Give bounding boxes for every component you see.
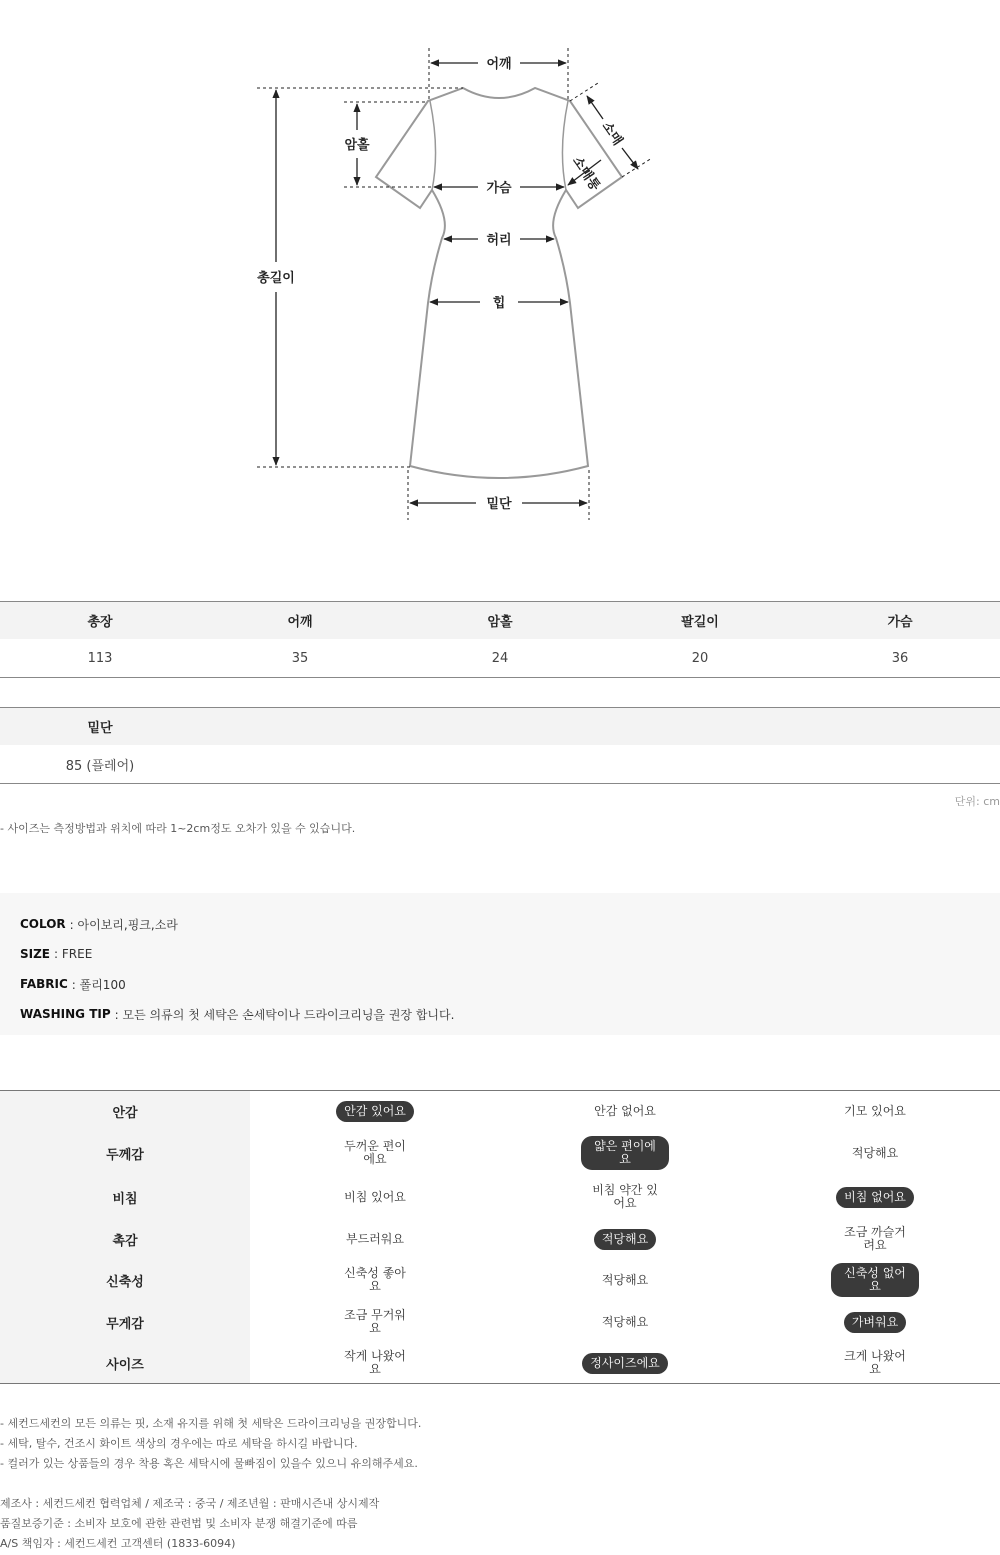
size-table-values [0, 639, 1000, 677]
fit-row-size [0, 1343, 1000, 1383]
fit-option-lining-yes: 안감 있어요 [336, 1101, 414, 1122]
fit-option-sheer-slight: 비침 약간 있어요 [592, 1183, 658, 1210]
maker-info-line-2: 품질보증기준 : 소비자 보호에 관한 관련법 및 소비자 분쟁 해결기준에 따름 [0, 1517, 358, 1530]
size-value-chest: 36 [891, 650, 909, 666]
label-total-length: 총길이 [257, 271, 295, 286]
fit-label-weight: 무게감 [0, 1301, 250, 1343]
info-color-value: : 아이보리,핑크,소라 [69, 917, 178, 932]
fit-row-weight [0, 1301, 1000, 1343]
size-header-armhole: 암홀 [487, 615, 513, 630]
info-washing-tip [20, 999, 980, 1029]
fit-option-stretch-none: 신축성 없어요 [831, 1263, 919, 1297]
info-color [20, 909, 980, 939]
fit-option-size-true: 정사이즈에요 [582, 1353, 668, 1374]
fit-option-lining-no: 안감 없어요 [594, 1103, 656, 1118]
fit-option-stretch-medium: 적당해요 [601, 1272, 649, 1287]
garment-size-diagram [0, 0, 1000, 560]
fit-option-texture-medium: 적당해요 [594, 1229, 656, 1250]
info-fabric [20, 969, 980, 999]
dress-outline [376, 88, 622, 478]
fit-option-weight-heavy: 조금 무거워요 [344, 1308, 406, 1335]
maker-info [0, 1494, 379, 1554]
label-hem: 밑단 [486, 497, 512, 512]
fit-option-size-large: 크게 나왔어요 [844, 1349, 906, 1376]
size-value-shoulder: 35 [291, 650, 309, 666]
fit-option-texture-rough: 조금 까슬거려요 [844, 1225, 906, 1252]
info-size [20, 939, 980, 969]
fit-option-lining-fleece: 기모 있어요 [844, 1103, 906, 1118]
label-hip: 힙 [492, 296, 506, 311]
fit-row-lining [0, 1091, 1000, 1131]
fit-option-size-small: 작게 나왔어요 [344, 1349, 406, 1376]
fit-option-weight-light: 가벼워요 [844, 1312, 906, 1333]
size-header-chest: 가슴 [887, 615, 913, 630]
label-chest: 가슴 [486, 181, 512, 196]
info-size-key: SIZE [20, 947, 51, 961]
care-note-1: - 세컨드세컨의 모든 의류는 핏, 소재 유지를 위해 첫 세탁은 드라이크리닝을 권장합니다. [0, 1417, 422, 1430]
label-shoulder: 어깨 [486, 57, 512, 72]
fit-option-thickness-medium: 적당해요 [851, 1145, 899, 1160]
fit-option-sheer-yes: 비침 있어요 [344, 1189, 406, 1204]
fit-option-thickness-thin: 얇은 편이에요 [581, 1136, 669, 1170]
label-sleeve: 소매 [598, 119, 625, 149]
size-header-shoulder: 어깨 [287, 615, 313, 630]
size-header-total-length: 총장 [87, 615, 113, 630]
fit-label-sheerness: 비침 [0, 1175, 250, 1219]
product-info-box [0, 893, 1000, 1035]
fit-label-lining: 안감 [0, 1091, 250, 1131]
info-fabric-value: : 폴리100 [71, 977, 126, 992]
fit-option-weight-medium: 적당해요 [601, 1314, 649, 1329]
size-table-header [0, 602, 1000, 639]
fit-label-thickness: 두께감 [0, 1131, 250, 1175]
info-washing-key: WASHING TIP [20, 1007, 111, 1021]
fit-row-stretch [0, 1259, 1000, 1301]
size-value-hem: 85 (플레어) [65, 758, 135, 774]
fit-row-texture [0, 1219, 1000, 1259]
fit-row-sheerness [0, 1175, 1000, 1219]
fit-row-thickness [0, 1131, 1000, 1175]
size-table-hem-header [0, 708, 1000, 745]
fit-option-thickness-thick: 두꺼운 편이에요 [344, 1139, 406, 1166]
info-washing-value: : 모든 의류의 첫 세탁은 손세탁이나 드라이크리닝을 권장 합니다. [114, 1007, 455, 1022]
care-note-3: - 컬러가 있는 상품들의 경우 착용 혹은 세탁시에 물빠짐이 있을수 있으니 유의해주세요. [0, 1457, 418, 1470]
care-notes [0, 1414, 421, 1474]
size-header-hem: 밑단 [87, 721, 113, 736]
maker-info-line-1: 제조사 : 세컨드세컨 협력업체 / 제조국 : 중국 / 제조년월 : 판매시즌내 상시제작 [0, 1497, 380, 1510]
fit-option-stretch-good: 신축성 좋아요 [344, 1266, 406, 1293]
size-table-hem [0, 707, 1000, 784]
size-header-sleeve-length: 팔길이 [681, 615, 719, 630]
size-value-total-length: 113 [87, 650, 113, 666]
size-value-armhole: 24 [491, 650, 509, 666]
label-armhole: 암홀 [344, 138, 370, 153]
care-note-2: - 세탁, 탈수, 건조시 화이트 색상의 경우에는 따로 세탁을 하시길 바랍니다. [0, 1437, 358, 1450]
info-color-key: COLOR [20, 917, 66, 931]
maker-info-line-3: A/S 책임자 : 세컨드세컨 고객센터 (1833-6094) [0, 1537, 236, 1550]
fit-label-size: 사이즈 [0, 1343, 250, 1383]
size-value-sleeve-length: 20 [691, 650, 709, 666]
size-table [0, 601, 1000, 678]
fit-option-sheer-no: 비침 없어요 [836, 1187, 914, 1208]
size-table-hem-values [0, 745, 1000, 783]
unit-label: 단위: cm [954, 795, 1000, 808]
info-size-value: : FREE [54, 947, 93, 961]
size-note: - 사이즈는 측정방법과 위치에 따라 1~2cm정도 오차가 있을 수 있습니다. [0, 822, 356, 835]
fit-label-texture: 촉감 [0, 1219, 250, 1259]
info-fabric-key: FABRIC [20, 977, 68, 991]
fit-table [0, 1090, 1000, 1384]
fit-option-texture-soft: 부드러워요 [346, 1231, 404, 1246]
fit-label-stretch: 신축성 [0, 1259, 250, 1301]
label-sleeve-width: 소매통 [569, 154, 603, 194]
label-waist: 허리 [486, 233, 512, 248]
